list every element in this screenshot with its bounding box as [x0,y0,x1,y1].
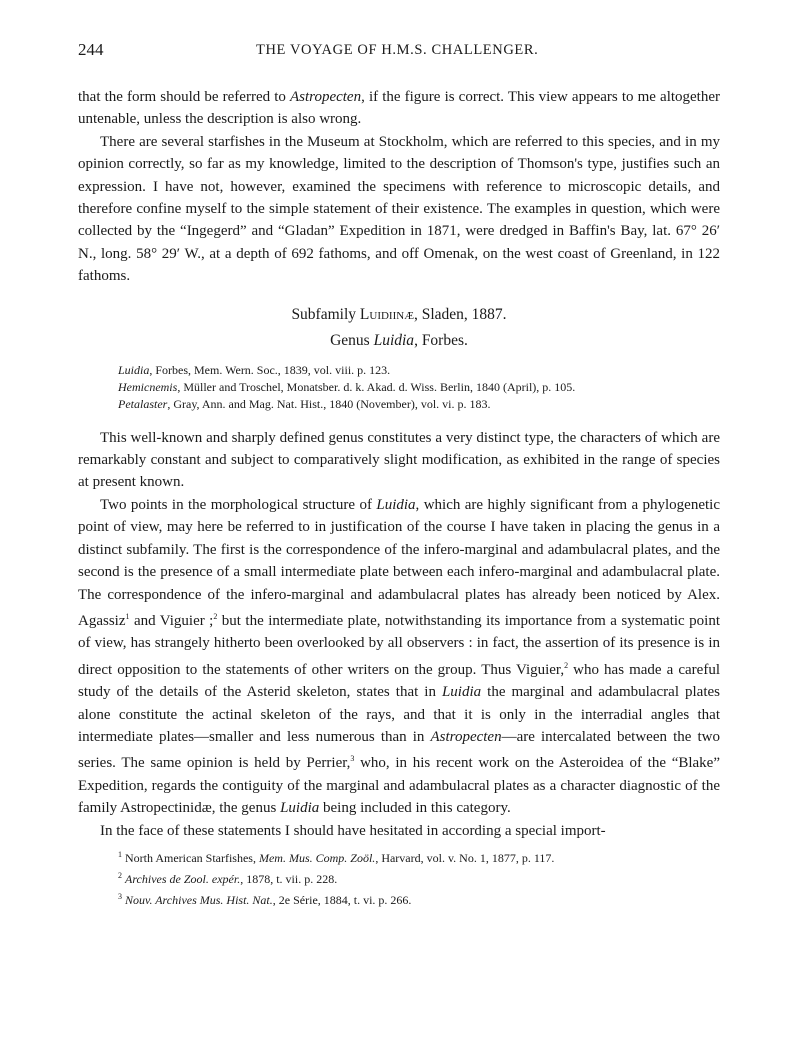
paragraph-stockholm-specimens: There are several starfishes in the Museum at Stockholm, which are referred to this species, and in my opinion correctly, so far as my knowledge, limited to the description of Thomson's type, justifies such an expression. I have not, however, examined the specimens with reference to microscopic details, and therefore confine myself to the simple statement of their existence. The examples in question, which were collected by the “Ingegerd” and “Gladan” Expedition in 1871, were dredged in Baffin's Bay, lat. 67° 26′ N., long. 58° 29′ W., at a depth of 692 fathoms, and off Omenak, on the west coast of Greenland, in 122 fathoms. [78,133,720,285]
paragraph-morphology: Two points in the morphological structure of Luidia, which are highly significant from a phylogenetic point of view, may here be referred to in justification of the course I have taken in placing the genus in a distinct subfamily. The first is the correspondence of the infero-marginal and adambulacral plates, and the second is the presence of a small intermediate plate between each infero-marginal and adambulacral plate. The correspondence of the infero-marginal and adambulacral plates has already been noticed by Alex. Agassiz$^1$ and Viguier ;$^2$ but the intermediate plate, notwithstanding its importance from a systematic point of view, has strangely hitherto been overlooked by all observers : in fact, the assertion of its presence is in direct opposition to the statements of other writers on the group. Thus Viguier,$^2$ who has made a careful study of the details of the Asterid skeleton, states that in Luidia the marginal and adambulacral plates alone constitute the actinal skeleton of the rays, and that it is only in the interradial angles that intermediate plates—smaller and less numerous than in Astropecten—are intercalated between the two series. The same opinion is held by Perrier,$^3$ who, in his recent work on the Asteroidea of the “Blake” Expedition, regards the contiguity of the marginal and adambulacral plates as a character diagnostic of the family Astropectinidæ, the genus Luidia being included in this category. [78,496,720,817]
footnote-ref[interactable]: 1 [125,611,130,621]
page-number: 244 [78,40,104,59]
synonym-entry: Hemicnemis, Müller and Troschel, Monatsber. d. k. Akad. d. Wiss. Berlin, 1840 (April), p. 105. [118,379,576,394]
page [78,40,720,909]
paragraph-closing: In the face of these statements I should have hesitated in according a special import- [100,822,606,839]
footnote-ref[interactable]: 2 [213,611,218,621]
paragraph-continuation: that the form should be referred to Astropecten, if the figure is correct. This view appears to me altogether untenable, unless the description is also wrong. [78,89,721,128]
footnote-ref[interactable]: 3 [350,754,355,764]
footnote-ref[interactable]: 2 [564,660,569,670]
page-header [78,40,720,64]
paragraph-genus-description: This well-known and sharply defined genus constitutes a very distinct type, the characters of which are remarkably constant and subject to comparatively slight modification, as exhibited in the range of species at present known. [78,429,720,491]
subfamily-name: Luidiinæ [359,305,414,323]
running-title: THE VOYAGE OF H.M.S. CHALLENGER. [256,42,539,58]
footnote: $^2$ Archives de Zool. expér., 1878, t. vii. p. 228. [118,870,338,886]
synonym-entry: Luidia, Forbes, Mem. Wern. Soc., 1839, vol. viii. p. 123. [118,362,391,377]
footnote: $^1$ North American Starfishes, Mem. Mus. Comp. Zoöl., Harvard, vol. v. No. 1, 1877, p. 117. [118,849,555,865]
genus-name: Astropecten [290,89,362,105]
body-text [78,86,720,909]
footnotes [78,846,720,909]
synonym-entry: Petalaster, Gray, Ann. and Mag. Nat. Hist., 1840 (November), vol. vi. p. 183. [118,396,491,411]
genus-name: Luidia [373,331,415,349]
subfamily-heading: Subfamily Luidiinæ, Sladen, 1887. [291,305,507,323]
genus-heading: Genus Luidia, Forbes. [330,331,468,349]
synonymy-list [78,362,720,413]
footnote: $^3$ Nouv. Archives Mus. Hist. Nat., 2e Série, 1884, t. vi. p. 266. [118,891,412,907]
